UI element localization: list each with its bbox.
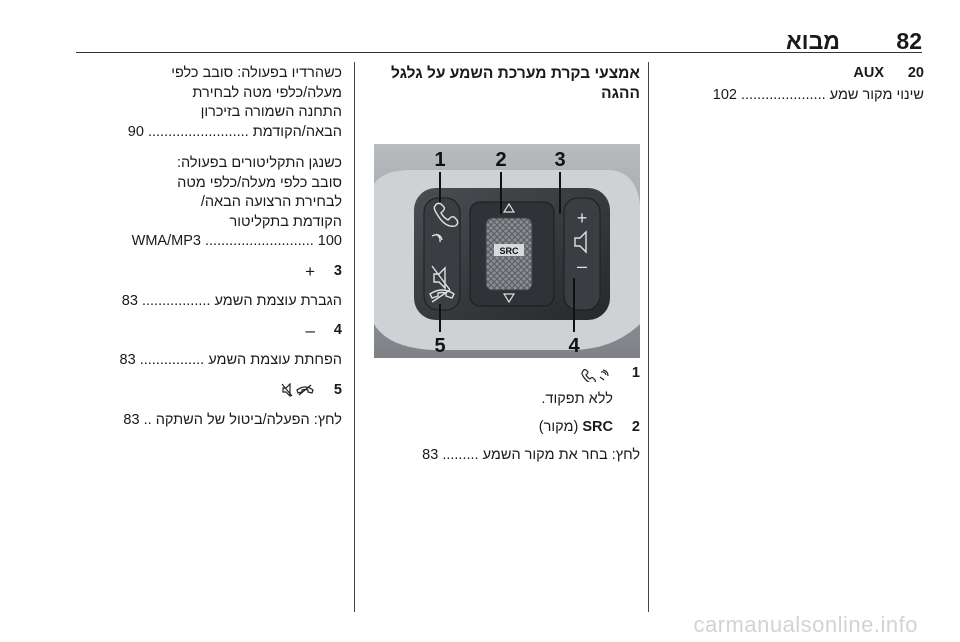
item-1	[366, 364, 640, 384]
steering-wheel-illustration	[374, 144, 640, 358]
item-5-text: לחץ: הפעלה/ביטול של השתקה	[155, 411, 342, 428]
column-divider-right	[648, 62, 649, 612]
block1-line3: התחנה השמורה בזיכרון	[200, 104, 342, 120]
item-5-dots: ..	[143, 411, 152, 428]
header-rule	[76, 52, 922, 53]
plus-symbol: +	[305, 261, 315, 281]
block2-dots: ...........................	[204, 233, 314, 249]
phone-voice-icon	[579, 368, 613, 382]
item-5	[76, 381, 342, 401]
item-4-reference	[76, 351, 342, 371]
block2-line2: סובב כלפי מעלה/כלפי מטה	[177, 174, 342, 191]
middle-column	[366, 64, 640, 465]
page-number: 82	[896, 28, 922, 54]
callout-5: 5	[434, 335, 446, 357]
block2-reference	[76, 232, 342, 252]
entry-20	[662, 64, 924, 84]
callout-1: 1	[434, 149, 446, 171]
entry-label: AUX	[853, 65, 884, 81]
minus-icon: –	[576, 256, 588, 276]
item-3-reference	[76, 292, 342, 312]
item-4-page: 83	[119, 352, 136, 368]
item-1-description: ללא תפקוד.	[541, 391, 613, 407]
block2-last-line: WMA/MP3	[131, 233, 201, 249]
entry-reference	[662, 86, 924, 106]
item-3	[76, 262, 342, 282]
item-2-label-suffix: (מקור)	[538, 418, 579, 435]
right-column	[662, 64, 924, 106]
item-1-number: 1	[631, 365, 640, 381]
block1-line1: כשהרדיו בפעולה: סובב כלפי	[171, 65, 342, 81]
item-2-text: לחץ: בחר את מקור השמע	[482, 446, 640, 463]
section-heading-line2: ההגה	[601, 85, 640, 102]
minus-symbol: –	[305, 321, 315, 340]
item-5-icons	[281, 381, 315, 401]
block2-page: 100	[317, 233, 342, 249]
item-1-icons	[579, 364, 613, 384]
item-4-text: הפחתת עוצמת השמע	[208, 352, 342, 368]
item-2-label-group	[539, 418, 613, 438]
callout-2: 2	[495, 149, 507, 171]
block2-line4: הקודמת בתקליטור	[229, 213, 342, 230]
block1-last-line: הבאה/הקודמת	[252, 123, 342, 140]
item-3-page: 83	[121, 292, 138, 309]
entry-text: שינוי מקור שמע	[829, 87, 924, 103]
block1-reference	[76, 123, 342, 143]
watermark: carmanualsonline.info	[693, 612, 918, 637]
item-3-text: הגברת עוצמת השמע	[214, 292, 342, 309]
left-column	[76, 64, 342, 430]
item-4	[76, 321, 342, 341]
column-divider-left	[354, 62, 355, 612]
item-2-label: SRC	[582, 418, 613, 435]
item-4-dots: ................	[139, 352, 205, 368]
src-label: SRC	[499, 246, 519, 256]
section-heading-line1: אמצעי בקרת מערכת השמע על גלגל	[391, 65, 640, 82]
item-5-page: 83	[123, 411, 140, 428]
mute-hangup-icon	[281, 383, 315, 397]
item-3-number: 3	[333, 262, 342, 279]
block2-line1: כשנגן התקליטורים בפעולה:	[176, 155, 342, 171]
steering-wheel-controls-figure	[374, 144, 640, 358]
item-2-number: 2	[631, 418, 640, 435]
item-2	[366, 418, 640, 438]
item-2-page: 83	[422, 446, 439, 463]
block1-page: 90	[127, 123, 144, 140]
plus-icon: +	[576, 208, 588, 228]
item-3-dots: .................	[141, 292, 211, 309]
item-5-reference	[76, 411, 342, 431]
callout-4: 4	[568, 335, 580, 357]
section-title: מבוא	[785, 28, 840, 54]
entry-dots: .....................	[741, 87, 826, 103]
block1-line2: מעלה/כלפי מטה לבחירת	[192, 84, 342, 101]
item-4-number: 4	[333, 322, 342, 338]
item-5-number: 5	[333, 381, 342, 398]
item-2-dots: .........	[442, 446, 479, 463]
block1-dots: .........................	[147, 123, 249, 140]
item-2-reference	[366, 446, 640, 466]
page-header	[76, 28, 922, 54]
entry-page: 102	[712, 87, 737, 103]
entry-number: 20	[907, 65, 924, 81]
callout-3: 3	[554, 149, 566, 171]
block2-line3: לבחירת הרצועה הבאה/	[200, 194, 342, 210]
